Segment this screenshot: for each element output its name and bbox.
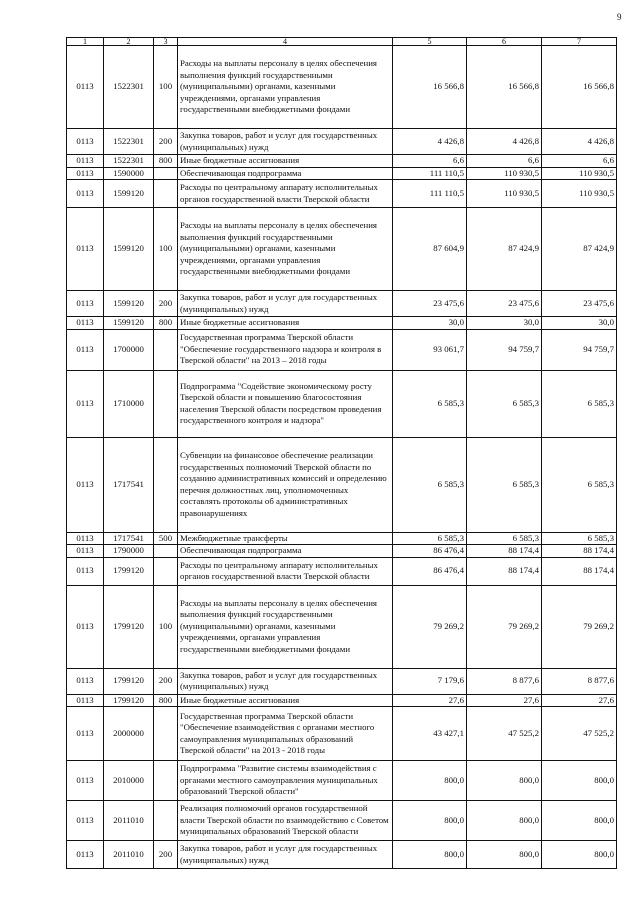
description-cell: Государственная программа Тверской области "Обеспечение государственного надзора и контроля в Тверской области" на 2013 – 2018 годы [178, 329, 393, 370]
table-row [67, 437, 617, 532]
expense-type-cell [154, 370, 178, 437]
description-cell: Подпрограмма "Развитие системы взаимодействия с органами местного самоуправления муниципальных образований Тверской области" [178, 761, 393, 801]
amount-cell: 23 475,6 [393, 291, 467, 317]
target-code-cell: 2011010 [104, 801, 154, 841]
description-cell: Подпрограмма "Содействие экономическому росту Тверской области и повышению благосостояния населения Тверской области посредством проведения государственного контроля и надзора" [178, 370, 393, 437]
section-code-cell: 0113 [67, 329, 104, 370]
amount-cell: 43 427,1 [393, 707, 467, 761]
description-cell: Субвенции на финансовое обеспечение реализации государственных полномочий Тверской области по созданию административных комиссий и определению перечня должностных лиц, уполномоченных составлять протоколы об административных правонарушениях [178, 437, 393, 532]
description-cell: Расходы на выплаты персоналу в целях обеспечения выполнения функций государственными (муниципальными) органами, казенными учреждениями, органами управления государственными внебюджетными фондами [178, 585, 393, 668]
expense-type-cell: 800 [154, 317, 178, 330]
table-row [67, 841, 617, 869]
table-row [67, 129, 617, 155]
header-cell: 1 [67, 38, 104, 46]
table-row [67, 801, 617, 841]
amount-cell: 87 424,9 [542, 208, 617, 291]
target-code-cell: 1799120 [104, 694, 154, 707]
section-code-cell: 0113 [67, 841, 104, 869]
amount-cell: 23 475,6 [467, 291, 542, 317]
header-cell: 5 [393, 38, 467, 46]
table-row [67, 761, 617, 801]
target-code-cell: 1710000 [104, 370, 154, 437]
expense-type-cell: 100 [154, 208, 178, 291]
table-row [67, 585, 617, 668]
amount-cell: 47 525,2 [542, 707, 617, 761]
amount-cell: 87 604,9 [393, 208, 467, 291]
description-cell: Реализация полномочий органов государственной власти Тверской области по взаимодействию с Советом муниципальных образований Тверской области [178, 801, 393, 841]
section-code-cell: 0113 [67, 801, 104, 841]
header-cell: 6 [467, 38, 542, 46]
amount-cell: 30,0 [467, 317, 542, 330]
expense-type-cell: 100 [154, 46, 178, 129]
amount-cell: 6 585,3 [393, 370, 467, 437]
amount-cell: 6,6 [467, 155, 542, 168]
section-code-cell: 0113 [67, 291, 104, 317]
amount-cell: 6 585,3 [467, 532, 542, 545]
amount-cell: 16 566,8 [542, 46, 617, 129]
expense-type-cell: 500 [154, 532, 178, 545]
description-cell: Закупка товаров, работ и услуг для государственных (муниципальных) нужд [178, 841, 393, 869]
target-code-cell: 1700000 [104, 329, 154, 370]
amount-cell: 16 566,8 [393, 46, 467, 129]
expense-type-cell: 800 [154, 155, 178, 168]
amount-cell: 110 930,5 [467, 180, 542, 208]
amount-cell: 110 930,5 [467, 167, 542, 180]
header-row [67, 38, 617, 46]
amount-cell: 800,0 [393, 841, 467, 869]
target-code-cell: 1522301 [104, 46, 154, 129]
expense-type-cell: 800 [154, 694, 178, 707]
amount-cell: 79 269,2 [393, 585, 467, 668]
section-code-cell: 0113 [67, 317, 104, 330]
amount-cell: 110 930,5 [542, 180, 617, 208]
description-cell: Расходы на выплаты персоналу в целях обеспечения выполнения функций государственными (муниципальными) органами, казенными учреждениями, органами управления государственными внебюджетными фондами [178, 208, 393, 291]
target-code-cell: 1599120 [104, 317, 154, 330]
description-cell: Расходы на выплаты персоналу в целях обеспечения выполнения функций государственными (муниципальными) органами, казенными учреждениями, органами управления государственными внебюджетными фондами [178, 46, 393, 129]
amount-cell: 94 759,7 [467, 329, 542, 370]
expense-type-cell: 200 [154, 291, 178, 317]
amount-cell: 800,0 [393, 801, 467, 841]
amount-cell: 110 930,5 [542, 167, 617, 180]
section-code-cell: 0113 [67, 46, 104, 129]
expense-type-cell [154, 167, 178, 180]
amount-cell: 7 179,6 [393, 668, 467, 694]
expense-type-cell [154, 329, 178, 370]
amount-cell: 86 476,4 [393, 545, 467, 558]
table-row [67, 291, 617, 317]
amount-cell: 800,0 [393, 761, 467, 801]
amount-cell: 86 476,4 [393, 557, 467, 585]
header-cell: 2 [104, 38, 154, 46]
amount-cell: 4 426,8 [467, 129, 542, 155]
amount-cell: 93 061,7 [393, 329, 467, 370]
amount-cell: 87 424,9 [467, 208, 542, 291]
section-code-cell: 0113 [67, 129, 104, 155]
target-code-cell: 1717541 [104, 437, 154, 532]
amount-cell: 27,6 [393, 694, 467, 707]
amount-cell: 6 585,3 [393, 437, 467, 532]
amount-cell: 4 426,8 [542, 129, 617, 155]
page-number: 9 [617, 12, 622, 22]
section-code-cell: 0113 [67, 208, 104, 291]
amount-cell: 8 877,6 [542, 668, 617, 694]
table-row [67, 557, 617, 585]
table-row [67, 545, 617, 558]
amount-cell: 6,6 [542, 155, 617, 168]
section-code-cell: 0113 [67, 694, 104, 707]
table-row [67, 707, 617, 761]
amount-cell: 27,6 [467, 694, 542, 707]
table-row [67, 668, 617, 694]
target-code-cell: 1790000 [104, 545, 154, 558]
amount-cell: 23 475,6 [542, 291, 617, 317]
table-row [67, 329, 617, 370]
amount-cell: 94 759,7 [542, 329, 617, 370]
target-code-cell: 2010000 [104, 761, 154, 801]
description-cell: Закупка товаров, работ и услуг для государственных (муниципальных) нужд [178, 129, 393, 155]
table-row [67, 180, 617, 208]
amount-cell: 30,0 [542, 317, 617, 330]
amount-cell: 88 174,4 [467, 557, 542, 585]
description-cell: Межбюджетные трансферты [178, 532, 393, 545]
header-cell: 3 [154, 38, 178, 46]
expense-type-cell [154, 707, 178, 761]
description-cell: Иные бюджетные ассигнования [178, 317, 393, 330]
table-row [67, 167, 617, 180]
section-code-cell: 0113 [67, 370, 104, 437]
target-code-cell: 1522301 [104, 129, 154, 155]
description-cell: Расходы по центральному аппарату исполнительных органов государственной власти Тверской области [178, 557, 393, 585]
table-row [67, 317, 617, 330]
amount-cell: 30,0 [393, 317, 467, 330]
amount-cell: 8 877,6 [467, 668, 542, 694]
description-cell: Иные бюджетные ассигнования [178, 694, 393, 707]
amount-cell: 800,0 [467, 841, 542, 869]
amount-cell: 6 585,3 [542, 437, 617, 532]
amount-cell: 27,6 [542, 694, 617, 707]
expense-type-cell [154, 545, 178, 558]
table-row [67, 370, 617, 437]
description-cell: Обеспечивающая подпрограмма [178, 167, 393, 180]
expense-type-cell [154, 180, 178, 208]
amount-cell: 800,0 [542, 761, 617, 801]
header-cell: 4 [178, 38, 393, 46]
description-cell: Закупка товаров, работ и услуг для государственных (муниципальных) нужд [178, 668, 393, 694]
expense-type-cell: 100 [154, 585, 178, 668]
section-code-cell: 0113 [67, 585, 104, 668]
description-cell: Расходы по центральному аппарату исполнительных органов государственной власти Тверской области [178, 180, 393, 208]
section-code-cell: 0113 [67, 180, 104, 208]
amount-cell: 88 174,4 [467, 545, 542, 558]
target-code-cell: 2011010 [104, 841, 154, 869]
table-row [67, 155, 617, 168]
amount-cell: 6 585,3 [393, 532, 467, 545]
target-code-cell: 1799120 [104, 668, 154, 694]
target-code-cell: 1522301 [104, 155, 154, 168]
section-code-cell: 0113 [67, 532, 104, 545]
section-code-cell: 0113 [67, 155, 104, 168]
amount-cell: 800,0 [467, 801, 542, 841]
expense-type-cell [154, 437, 178, 532]
description-cell: Государственная программа Тверской области "Обеспечение взаимодействия с органами местного самоуправления муниципальных образований Тверской области" на 2013 - 2018 годы [178, 707, 393, 761]
description-cell: Иные бюджетные ассигнования [178, 155, 393, 168]
amount-cell: 111 110,5 [393, 180, 467, 208]
amount-cell: 79 269,2 [467, 585, 542, 668]
target-code-cell: 1799120 [104, 585, 154, 668]
section-code-cell: 0113 [67, 668, 104, 694]
table-row [67, 694, 617, 707]
table-row [67, 46, 617, 129]
expense-type-cell [154, 761, 178, 801]
description-cell: Обеспечивающая подпрограмма [178, 545, 393, 558]
section-code-cell: 0113 [67, 761, 104, 801]
target-code-cell: 1599120 [104, 208, 154, 291]
section-code-cell: 0113 [67, 545, 104, 558]
section-code-cell: 0113 [67, 167, 104, 180]
amount-cell: 6 585,3 [467, 437, 542, 532]
target-code-cell: 2000000 [104, 707, 154, 761]
table-row [67, 208, 617, 291]
target-code-cell: 1717541 [104, 532, 154, 545]
amount-cell: 6 585,3 [467, 370, 542, 437]
section-code-cell: 0113 [67, 437, 104, 532]
expense-type-cell [154, 557, 178, 585]
target-code-cell: 1590000 [104, 167, 154, 180]
amount-cell: 47 525,2 [467, 707, 542, 761]
amount-cell: 6 585,3 [542, 532, 617, 545]
amount-cell: 88 174,4 [542, 545, 617, 558]
target-code-cell: 1599120 [104, 291, 154, 317]
amount-cell: 88 174,4 [542, 557, 617, 585]
table-row [67, 532, 617, 545]
expense-type-cell [154, 801, 178, 841]
section-code-cell: 0113 [67, 707, 104, 761]
amount-cell: 6,6 [393, 155, 467, 168]
amount-cell: 4 426,8 [393, 129, 467, 155]
target-code-cell: 1599120 [104, 180, 154, 208]
amount-cell: 111 110,5 [393, 167, 467, 180]
target-code-cell: 1799120 [104, 557, 154, 585]
expense-type-cell: 200 [154, 129, 178, 155]
header-cell: 7 [542, 38, 617, 46]
expense-type-cell: 200 [154, 841, 178, 869]
amount-cell: 800,0 [542, 841, 617, 869]
table-body [67, 38, 617, 869]
amount-cell: 16 566,8 [467, 46, 542, 129]
budget-table [66, 37, 617, 869]
section-code-cell: 0113 [67, 557, 104, 585]
amount-cell: 800,0 [467, 761, 542, 801]
amount-cell: 6 585,3 [542, 370, 617, 437]
amount-cell: 800,0 [542, 801, 617, 841]
description-cell: Закупка товаров, работ и услуг для государственных (муниципальных) нужд [178, 291, 393, 317]
amount-cell: 79 269,2 [542, 585, 617, 668]
expense-type-cell: 200 [154, 668, 178, 694]
